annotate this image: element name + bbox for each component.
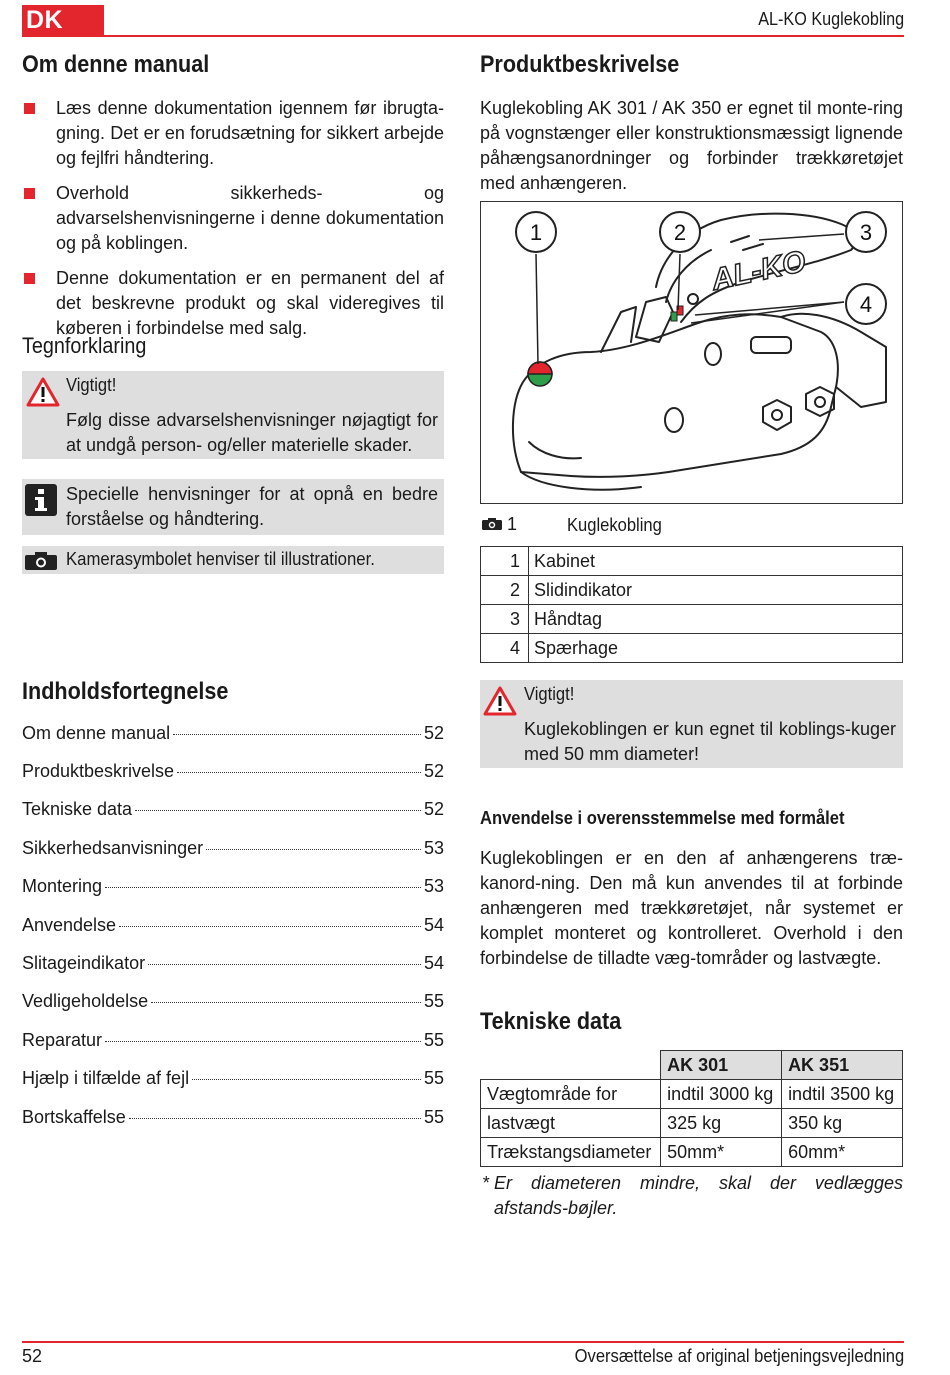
toc-entry[interactable]: Slitageindikator 54: [22, 953, 444, 973]
about-manual-heading: Om denne manual: [22, 51, 210, 78]
figure-caption-text: Kuglekobling: [567, 515, 662, 535]
technical-data-footnote: * Er diameteren mindre, skal der vedlægges afstands-bøjler.: [482, 1173, 903, 1218]
warning-triangle-icon: [483, 686, 517, 716]
info-note: [22, 479, 444, 535]
table-row: 4 Spærhage: [481, 634, 903, 663]
about-manual-list: [22, 96, 444, 351]
technical-data-heading: Tekniske data: [480, 1008, 622, 1035]
figure-caption-number: 1: [507, 514, 518, 534]
warning-triangle-icon: [26, 377, 60, 407]
toc-entry[interactable]: Anvendelse 54: [22, 915, 444, 935]
camera-note-text: Kamerasymbolet henviser til illustrationer.: [66, 549, 375, 569]
important-note: [22, 371, 444, 459]
toc-entry[interactable]: Tekniske data 52: [22, 799, 444, 819]
callout-number-2: 2: [673, 220, 687, 245]
toc-entry[interactable]: Produktbeskrivelse 52: [22, 761, 444, 781]
coupling-illustration: [480, 201, 903, 504]
document-title: AL-KO Kuglekobling: [758, 9, 904, 29]
parts-legend-table: [480, 546, 903, 663]
toc-entry[interactable]: Vedligeholdelse 55: [22, 991, 444, 1011]
bullet-square-icon: [24, 273, 35, 284]
toc-entry[interactable]: Hjælp i tilfælde af fejl 55: [22, 1068, 444, 1088]
bullet-square-icon: [24, 103, 35, 114]
toc-entry[interactable]: Bortskaffelse 55: [22, 1107, 444, 1127]
camera-note: [22, 546, 444, 574]
toc-heading: Indholdsfortegnelse: [22, 678, 229, 705]
info-icon: [25, 484, 57, 516]
footer-text: Oversættelse af original betjeningsvejledning: [574, 1346, 904, 1366]
intended-use-heading: Anvendelse i overensstemmelse med formålet: [480, 808, 845, 828]
callout-number-3: 3: [859, 220, 873, 245]
product-description-text: Kuglekobling AK 301 / AK 350 er egnet til monte-ring på vognstænger eller konstruktionsmæssigt lignende påhængsanordninger og forbinder trækkøretøjet med anhængeren.: [480, 98, 903, 193]
technical-data-table: [480, 1050, 903, 1167]
toc-entry[interactable]: Sikkerhedsanvisninger 53: [22, 838, 444, 858]
toc-entry[interactable]: Reparatur 55: [22, 1030, 444, 1050]
alko-logo: AL-KO: [708, 244, 809, 297]
header-rule: [22, 35, 904, 37]
product-description-heading: Produktbeskrivelse: [480, 51, 680, 78]
ball-coupling-drawing: [481, 202, 903, 504]
toc-entry[interactable]: Montering 53: [22, 876, 444, 896]
list-item: Læs denne dokumentation igennem før ibrugta-gning. Det er en forudsætning for sikkert arbejde og fejlfri håndtering.: [22, 96, 444, 171]
legend-heading: Tegnforklaring: [22, 333, 147, 358]
callout-number-1: 1: [529, 220, 543, 245]
callout-number-4: 4: [859, 292, 873, 317]
table-row: Trækstangsdiameter 50mm* 60mm*: [481, 1138, 903, 1167]
bullet-square-icon: [24, 188, 35, 199]
important-note-text: Følg disse advarselshenvisninger nøjagtigt for at undgå person- og/eller materielle skader.: [66, 410, 438, 455]
intended-use-text: Kuglekoblingen er en den af anhængerens træ-kanord-ning. Den må kun anvendes til at forbinde anhængeren med trækkøretøjet, når systemet er komplet monteret og kontrolleret. Overhold i den forbindelse de tilladte væg-tområder og lastvægte.: [480, 848, 903, 968]
toc-entry[interactable]: Om denne manual 52: [22, 723, 444, 743]
table-row: 3 Håndtag: [481, 605, 903, 634]
table-row: lastvægt 325 kg 350 kg: [481, 1109, 903, 1138]
footer-rule: [22, 1341, 904, 1343]
list-item: Overhold sikkerheds- og advarselshenvisningerne i denne dokumentation og på koblingen.: [22, 181, 444, 256]
important-note-2-text: Kuglekoblingen er kun egnet til koblings-kuger med 50 mm diameter!: [524, 719, 896, 764]
info-note-text: Specielle henvisninger for at opnå en bedre forståelse og håndtering.: [66, 484, 438, 529]
table-header-row: AK 301 AK 351: [481, 1051, 903, 1080]
table-row: 2 Slidindikator: [481, 576, 903, 605]
table-row: 1 Kabinet: [481, 547, 903, 576]
camera-icon: [481, 517, 503, 531]
important-note-title: Vigtigt!: [66, 375, 117, 395]
important-note-2-title: Vigtigt!: [524, 684, 575, 704]
page-number: 52: [22, 1346, 43, 1366]
camera-icon: [24, 551, 58, 571]
list-item: Denne dokumentation er en permanent del af det beskrevne produkt og skal videregives til køberen i forbindelse med salg.: [22, 266, 444, 341]
important-note-2: [480, 680, 903, 768]
table-row: Vægtområde for indtil 3000 kg indtil 3500 kg: [481, 1080, 903, 1109]
language-tag: DK: [22, 5, 104, 35]
